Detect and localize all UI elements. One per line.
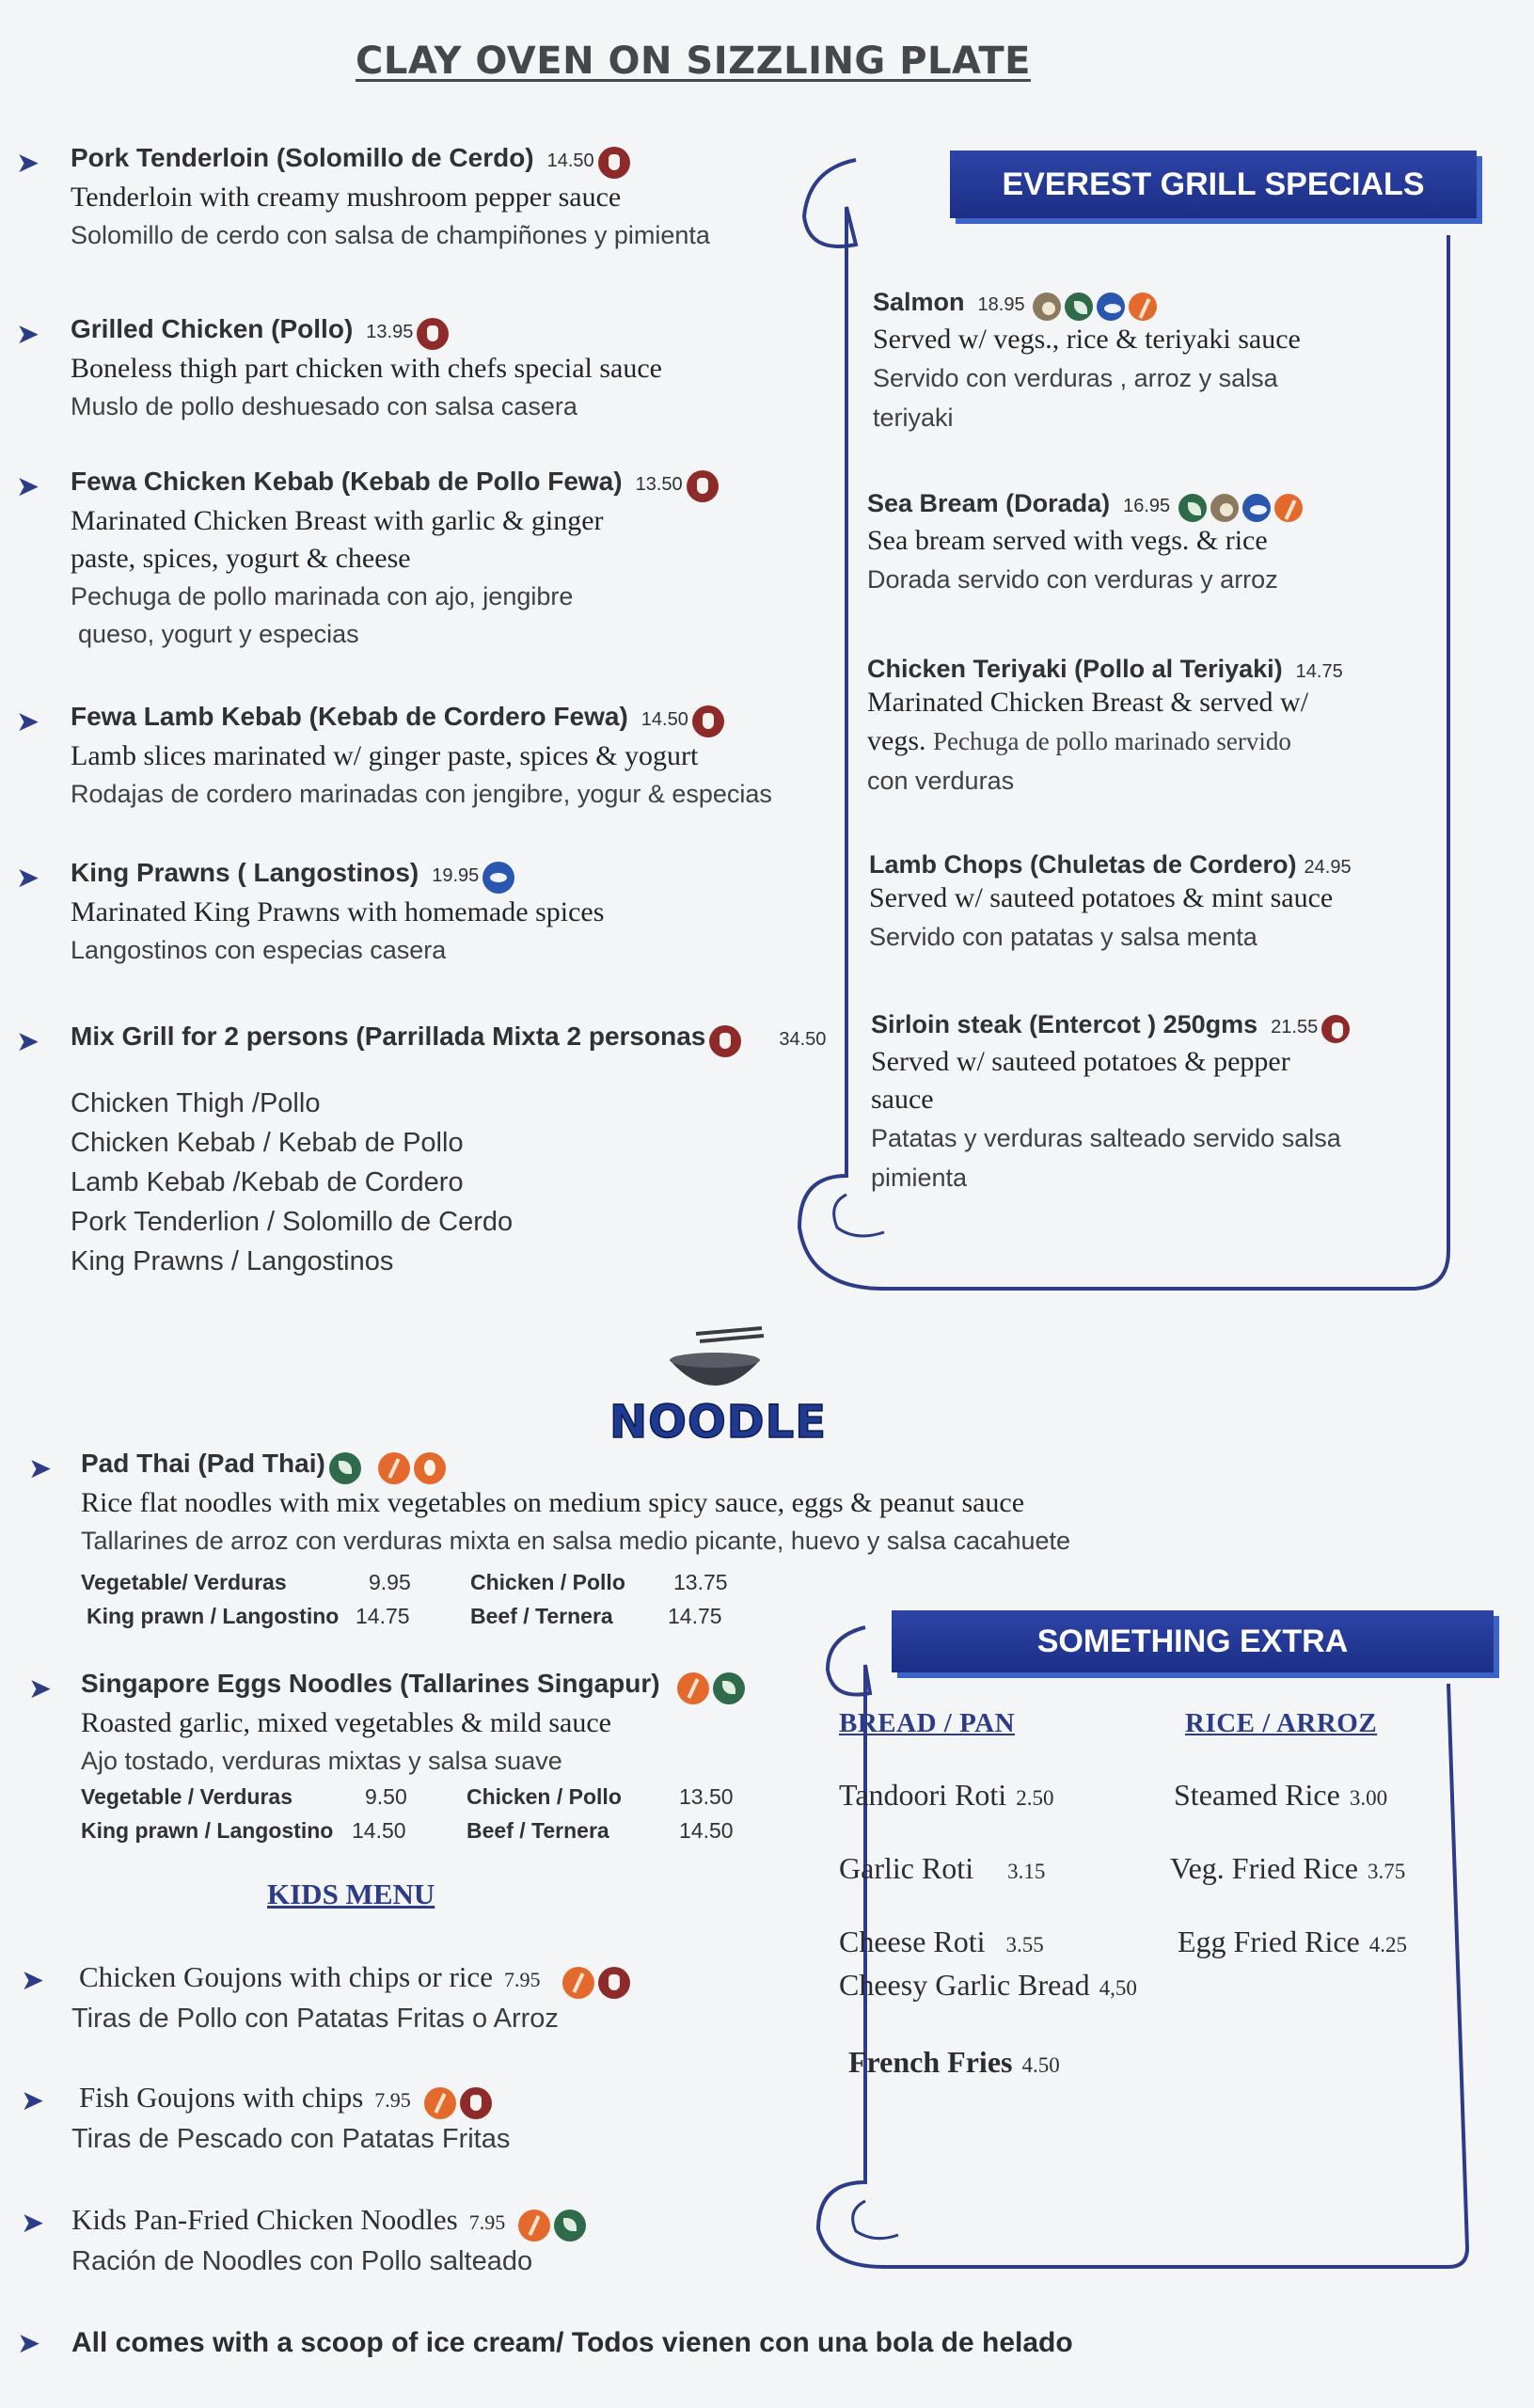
wheat-icon bbox=[1129, 293, 1157, 321]
arrow-icon: ➤ bbox=[17, 2327, 41, 2360]
jug-icon bbox=[598, 147, 630, 179]
extra-item-french-fries: French Fries 4.50 bbox=[848, 2045, 1060, 2079]
rice-item-veg-fried: Veg. Fried Rice 3.75 bbox=[1170, 1851, 1406, 1885]
jug-icon bbox=[709, 1025, 741, 1057]
rice-item-steamed: Steamed Rice 3.00 bbox=[1174, 1778, 1388, 1812]
kids-item-chicken-goujons: ➤ Chicken Goujons with chips or rice 7.95 Tiras de Pollo con Patatas Fritas o Arroz bbox=[79, 1960, 630, 2038]
leaf-icon bbox=[1178, 494, 1207, 522]
singapore-prices: Vegetable / Verduras 9.50 Chicken / Pollo 13.50 King prawn / Langostino 14.50 Beef / Ternera 14.50 bbox=[81, 1784, 734, 1843]
wheat-icon bbox=[378, 1452, 410, 1484]
arrow-icon: ➤ bbox=[16, 147, 40, 180]
bread-item-cheesy-garlic-bread: Cheesy Garlic Bread 4,50 bbox=[839, 1968, 1137, 2002]
jug-icon bbox=[598, 1967, 630, 1999]
menu-item-mix-grill: ➤ Mix Grill for 2 persons (Parrillada Mixta 2 personas 34.50 Chicken Thigh /Pollo Chicken Kebab / Kebab de Pollo Lamb Kebab /Kebab de Cordero Pork Tenderlion / Solomillo de Cerdo King Prawns / Langostinos bbox=[16, 1022, 827, 1276]
arrow-icon: ➤ bbox=[16, 705, 40, 738]
jug-icon bbox=[460, 2087, 492, 2119]
fish-icon bbox=[1242, 494, 1271, 522]
menu-item-fewa-chicken-kebab: ➤ Fewa Chicken Kebab (Kebab de Pollo Fewa) 13.50 Marinated Chicken Breast with garlic & ginger paste, spices, yogurt & cheese Pechuga de pollo marinada con ajo, jengibre queso, yogurt y especias bbox=[71, 467, 719, 653]
wheat-icon bbox=[518, 2210, 550, 2242]
wheat-icon bbox=[424, 2087, 456, 2119]
special-item-sea-bream: Sea Bream (Dorada) 16.95 Sea bream served with vegs. & rice Dorada servido con verduras y arroz bbox=[867, 489, 1303, 599]
arrow-icon: ➤ bbox=[16, 862, 40, 895]
arrow-icon: ➤ bbox=[28, 1452, 53, 1485]
menu-item-grilled-chicken: ➤ Grilled Chicken (Pollo) 13.95 Boneless thigh part chicken with chefs special sauce Muslo de pollo deshuesado con salsa casera bbox=[16, 314, 662, 420]
special-item-chicken-teriyaki: Chicken Teriyaki (Pollo al Teriyaki) 14.75 Marinated Chicken Breast & served w/ vegs. Pechuga de pollo marinado servido con verduras bbox=[867, 655, 1343, 795]
wheat-icon bbox=[562, 1967, 594, 1999]
arrow-icon: ➤ bbox=[21, 1964, 45, 1997]
jug-icon bbox=[687, 470, 719, 502]
special-item-lamb-chops: Lamb Chops (Chuletas de Cordero) 24.95 Served w/ sauteed potatoes & mint sauce Servido con patatas y salsa menta bbox=[869, 850, 1352, 951]
pad-thai-prices: Vegetable/ Verduras 9.95 Chicken / Pollo 13.75 King prawn / Langostino 14.75 Beef / Ternera 14.75 bbox=[81, 1570, 728, 1628]
egg-icon bbox=[414, 1452, 446, 1484]
bread-item-cheese-roti: Cheese Roti 3.55 bbox=[839, 1925, 1044, 1958]
noodle-item-singapore: ➤ Singapore Eggs Noodles (Tallarines Singapur) Roasted garlic, mixed vegetables & mild sauce Ajo tostado, verduras mixtas y salsa suave bbox=[81, 1669, 745, 1780]
rice-item-egg-fried: Egg Fried Rice 4.25 bbox=[1178, 1925, 1407, 1958]
bread-item-garlic-roti: Garlic Roti 3.15 bbox=[839, 1851, 1046, 1885]
jug-icon bbox=[417, 318, 449, 350]
arrow-icon: ➤ bbox=[16, 318, 40, 351]
fish-icon bbox=[1097, 293, 1125, 321]
menu-item-fewa-lamb-kebab: ➤ Fewa Lamb Kebab (Kebab de Cordero Fewa) 14.50 Lamb slices marinated w/ ginger paste, spices & yogurt Rodajas de cordero marinadas con jengibre, yogur & especias bbox=[16, 702, 772, 808]
leaf-icon bbox=[329, 1452, 361, 1484]
nut-icon bbox=[1033, 293, 1061, 321]
kids-item-pan-fried-noodles: ➤ Kids Pan-Fried Chicken Noodles 7.95 Ración de Noodles con Pollo salteado bbox=[71, 2203, 586, 2281]
leaf-icon bbox=[1065, 293, 1093, 321]
extra-banner: SOMETHING EXTRA bbox=[892, 1610, 1494, 1672]
wheat-icon bbox=[1274, 494, 1303, 522]
leaf-icon bbox=[713, 1672, 745, 1704]
jug-icon bbox=[1321, 1015, 1350, 1043]
wheat-icon bbox=[677, 1672, 709, 1704]
bread-item-tandoori-roti: Tandoori Roti 2.50 bbox=[839, 1778, 1054, 1812]
arrow-icon: ➤ bbox=[16, 1025, 40, 1058]
leaf-icon bbox=[554, 2210, 586, 2242]
arrow-icon: ➤ bbox=[21, 2084, 45, 2117]
noodle-item-pad-thai: ➤ Pad Thai (Pad Thai) Rice flat noodles with mix vegetables on medium spicy sauce, eggs & peanut sauce Tallarines de arroz con verduras mixta en salsa medio picante, huevo y salsa cacahuete bbox=[28, 1449, 1071, 1555]
ice-cream-note: ➤ All comes with a scoop of ice cream/ Todos vienen con una bola de helado bbox=[17, 2327, 1073, 2360]
arrow-icon: ➤ bbox=[28, 1672, 53, 1705]
noodle-bowl-icon bbox=[658, 1326, 771, 1398]
specials-banner: EVEREST GRILL SPECIALS bbox=[950, 150, 1477, 218]
noodle-heading: NOODLE bbox=[609, 1396, 827, 1449]
nut-icon bbox=[1210, 494, 1239, 522]
arrow-icon: ➤ bbox=[21, 2207, 45, 2240]
kids-item-fish-goujons: ➤ Fish Goujons with chips 7.95 Tiras de Pescado con Patatas Fritas bbox=[21, 2081, 511, 2154]
bread-heading: BREAD / PAN bbox=[839, 1708, 1016, 1738]
special-item-sirloin-steak: Sirloin steak (Entercot ) 250gms 21.55 Served w/ sauteed potatoes & pepper sauce Patatas y verduras salteado servido salsa pimienta bbox=[871, 1010, 1350, 1197]
rice-heading: RICE / ARROZ bbox=[1185, 1708, 1378, 1738]
arrow-icon: ➤ bbox=[16, 470, 40, 503]
menu-item-pork-tenderloin: ➤ Pork Tenderloin (Solomillo de Cerdo) 14.50 Tenderloin with creamy mushroom pepper sauce Solomillo de cerdo con salsa de champiñones y pimienta bbox=[16, 143, 710, 249]
menu-item-king-prawns: ➤ King Prawns ( Langostinos) 19.95 Marinated King Prawns with homemade spices Langostinos con especias casera bbox=[16, 858, 605, 964]
kids-menu-heading: KIDS MENU bbox=[267, 1877, 435, 1910]
fish-icon bbox=[482, 862, 514, 894]
jug-icon bbox=[692, 705, 724, 737]
special-item-salmon: Salmon 18.95 Served w/ vegs., rice & teriyaki sauce Servido con verduras , arroz y salsa teriyaki bbox=[873, 288, 1301, 432]
page-title: CLAY OVEN ON SIZZLING PLATE bbox=[356, 40, 1031, 83]
